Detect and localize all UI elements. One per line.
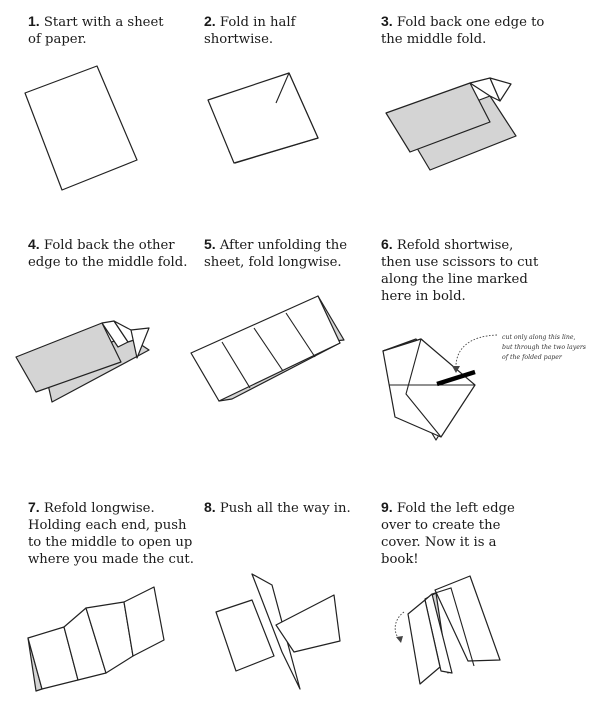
step-2-number: 2. — [204, 13, 216, 29]
step-7-text: Refold longwise. Holding each end, push to the middle to open up where you made the cut. — [28, 501, 194, 567]
step-3-number: 3. — [381, 13, 393, 29]
step-5-text: After unfolding the sheet, fold longwise. — [204, 238, 348, 270]
step-2-fold-illustration — [208, 73, 318, 163]
step-1-sheet-illustration — [25, 66, 137, 190]
annotation-line-1: cut only along this line, — [502, 334, 576, 341]
step-7-push-illustration — [28, 587, 164, 691]
annotation-line-2: but through the two layers — [502, 344, 586, 351]
step-8-text: Push all the way in. — [219, 501, 351, 516]
step-9-text: Fold the left edge over to create the cover. Now it is a book! — [381, 501, 515, 567]
annotation-pointer — [456, 335, 497, 369]
step-5-number: 5. — [204, 236, 216, 252]
step-7-number: 7. — [28, 499, 40, 515]
step-9-number: 9. — [381, 499, 393, 515]
fold-arrow-curve — [395, 612, 404, 640]
step-6-text: Refold shortwise, then use scissors to cut along the line marked here in bold. — [381, 238, 539, 304]
step-4-number: 4. — [28, 236, 40, 252]
left-page — [216, 600, 274, 671]
step-2-text: Fold in half shortwise. — [204, 15, 296, 47]
sheet-of-paper — [25, 66, 137, 190]
step-8-number: 8. — [204, 499, 216, 515]
step-3-text: Fold back one edge to the middle fold. — [381, 15, 545, 47]
step-1-text: Start with a sheet of paper. — [28, 15, 164, 47]
step-9-book-illustration — [395, 576, 500, 684]
step-6-number: 6. — [381, 236, 393, 252]
fold-arrowhead — [396, 636, 403, 643]
front-layer — [208, 73, 318, 163]
folded-sheet — [191, 296, 340, 401]
step-4-text: Fold back the other edge to the middle fold. — [28, 238, 188, 270]
step-6-cut-illustration — [383, 334, 586, 440]
step-3-fold-illustration — [386, 78, 516, 170]
step-5-fold-illustration — [191, 296, 344, 401]
annotation-line-3: of the folded paper — [502, 354, 562, 361]
step-8-push-illustration — [216, 574, 340, 689]
step-4-fold-illustration — [16, 321, 149, 402]
step-1-number: 1. — [28, 13, 40, 29]
